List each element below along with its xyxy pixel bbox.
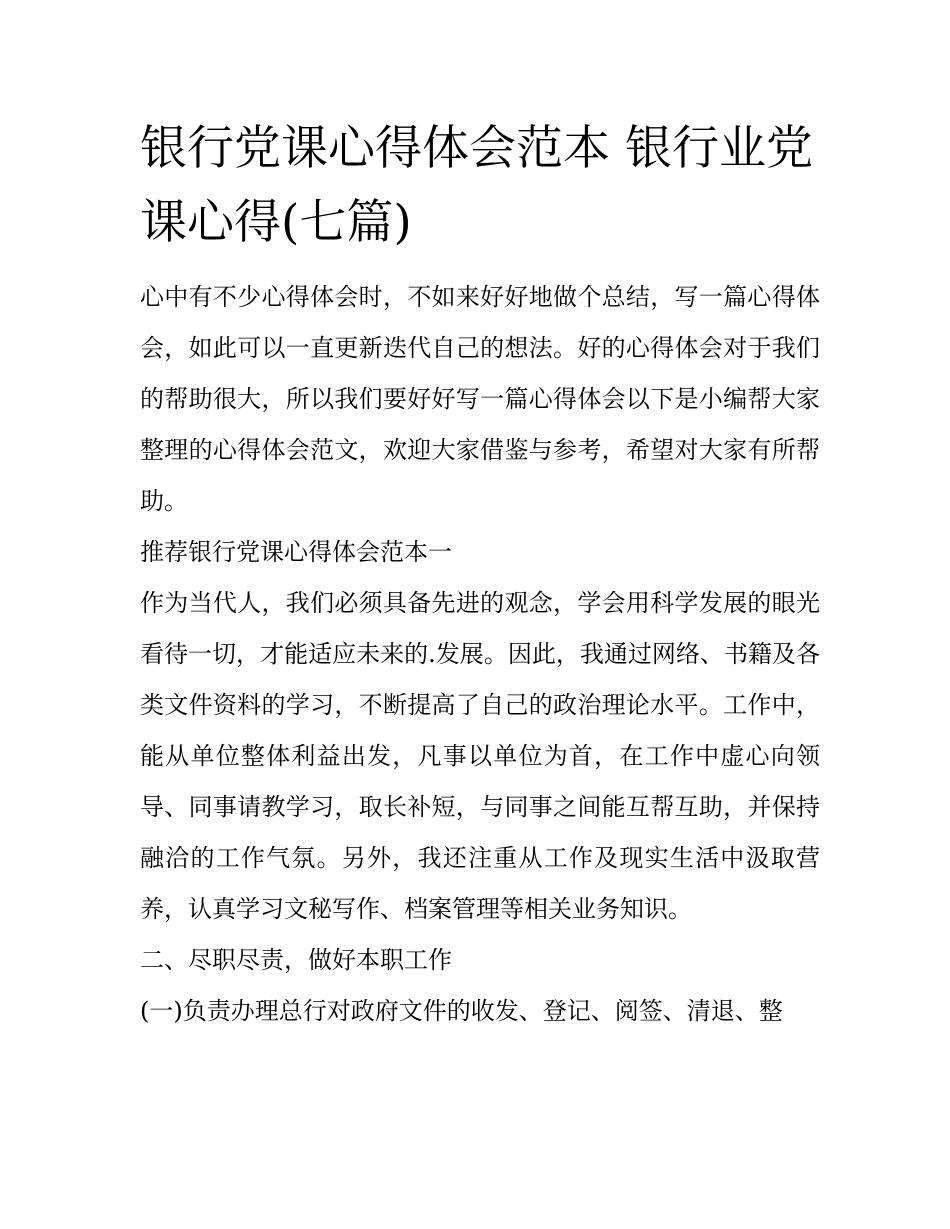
section-heading: 推荐银行党课心得体会范本一	[140, 538, 452, 566]
list-item: (一)负责办理总行对政府文件的收发、登记、阅签、清退、整	[140, 997, 783, 1025]
document-content	[140, 112, 820, 1037]
intro-paragraph: 心中有不少心得体会时，不如来好好地做个总结，写一篇心得体会，如此可以一直更新迭代自己的想法。好的心得体会对于我们的帮助很大，所以我们要好好写一篇心得体会以下是小编帮大家整理的心得体会范文，欢迎大家借鉴与参考，希望对大家有所帮助。	[140, 283, 820, 515]
body-paragraph: 作为当代人，我们必须具备先进的观念，学会用科学发展的眼光看待一切，才能适应未来的.发展。因此，我通过网络、书籍及各类文件资料的学习，不断提高了自己的政治理论水平。工作中，能从单位整体利益出发，凡事以单位为首，在工作中虚心向领导、同事请教学习，取长补短，与同事之间能互帮互助，并保持融洽的工作气氛。另外，我还注重从工作及现实生活中汲取营养，认真学习文秘写作、档案管理等相关业务知识。	[140, 589, 820, 923]
subheading: 二、尽职尽责，做好本职工作	[140, 946, 452, 974]
document-title: 银行党课心得体会范本 银行业党课心得(七篇)	[140, 121, 813, 250]
